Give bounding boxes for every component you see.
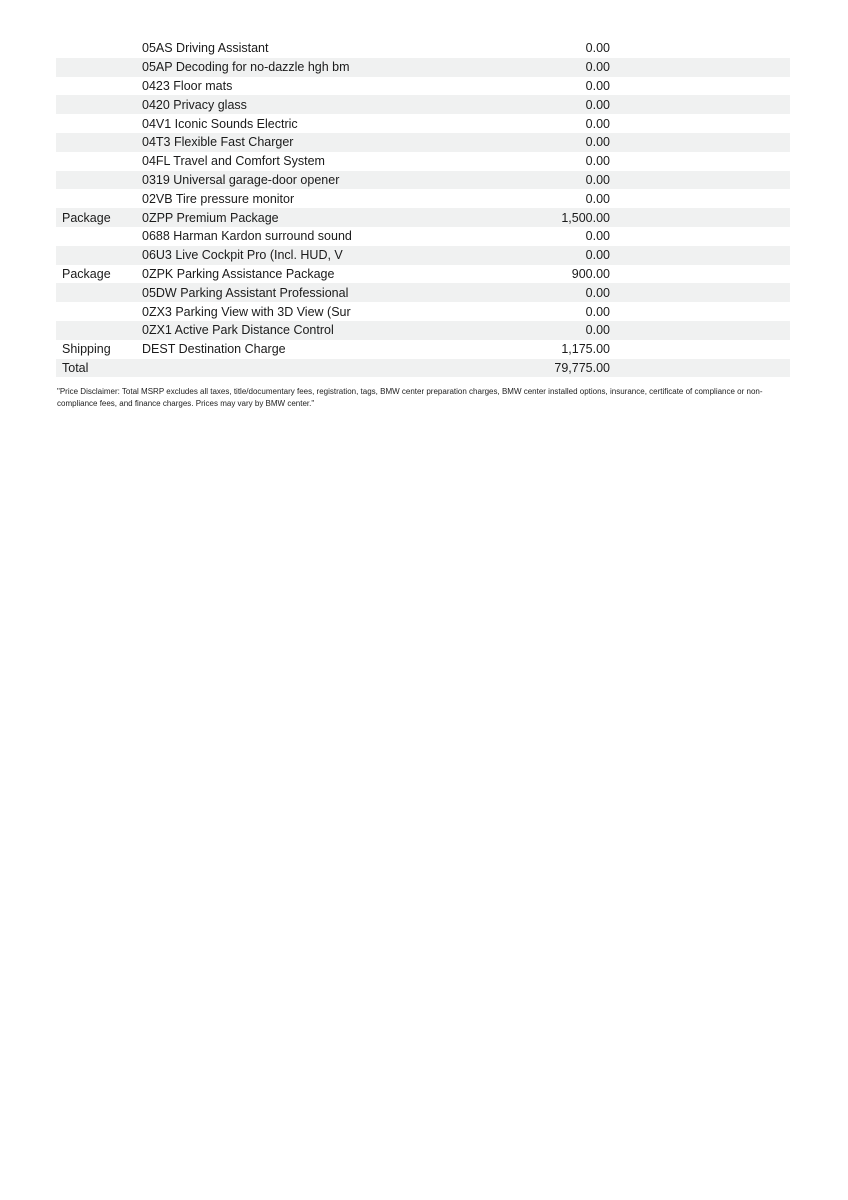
row-item-description: 0ZX3 Parking View with 3D View (Sur — [142, 304, 351, 319]
row-item-description: DEST Destination Charge — [142, 342, 286, 357]
row-price: 0.00 — [585, 116, 610, 131]
row-category: Package — [62, 266, 111, 281]
table-row — [56, 321, 790, 340]
row-price: 79,775.00 — [554, 360, 610, 375]
row-item-description: 05AP Decoding for no-dazzle hgh bm — [142, 60, 350, 75]
row-price: 1,175.00 — [561, 342, 610, 357]
row-item-description: 0ZPK Parking Assistance Package — [142, 266, 335, 281]
row-item-description: 0420 Privacy glass — [142, 97, 247, 112]
table-row — [56, 95, 790, 114]
table-row — [56, 340, 790, 359]
row-price: 0.00 — [585, 229, 610, 244]
row-price: 0.00 — [585, 78, 610, 93]
row-item-description: 0ZPP Premium Package — [142, 210, 279, 225]
table-row — [56, 171, 790, 190]
row-price: 1,500.00 — [561, 210, 610, 225]
row-item-description: 0423 Floor mats — [142, 78, 233, 93]
row-item-description: 06U3 Live Cockpit Pro (Incl. HUD, V — [142, 248, 343, 263]
row-item-description: 02VB Tire pressure monitor — [142, 191, 295, 206]
row-price: 0.00 — [585, 154, 610, 169]
row-price: 0.00 — [585, 248, 610, 263]
row-price: 0.00 — [585, 60, 610, 75]
table-row — [56, 359, 790, 378]
row-category: Shipping — [62, 342, 111, 357]
table-row — [56, 114, 790, 133]
table-row — [56, 246, 790, 265]
row-price: 0.00 — [585, 304, 610, 319]
options-price-table — [56, 39, 790, 377]
table-row — [56, 152, 790, 171]
row-item-description: 04FL Travel and Comfort System — [142, 154, 325, 169]
row-price: 0.00 — [585, 285, 610, 300]
table-row — [56, 265, 790, 284]
row-price: 0.00 — [585, 323, 610, 338]
row-item-description: 04V1 Iconic Sounds Electric — [142, 116, 298, 131]
row-price: 0.00 — [585, 172, 610, 187]
table-row — [56, 283, 790, 302]
row-item-description: 0319 Universal garage-door opener — [142, 172, 340, 187]
row-category: Package — [62, 210, 111, 225]
row-item-description: 05AS Driving Assistant — [142, 41, 269, 56]
row-category: Total — [62, 360, 89, 375]
row-item-description: 0ZX1 Active Park Distance Control — [142, 323, 334, 338]
row-price: 0.00 — [585, 135, 610, 150]
row-price: 0.00 — [585, 191, 610, 206]
row-item-description: 05DW Parking Assistant Professional — [142, 285, 349, 300]
table-row — [56, 302, 790, 321]
price-disclaimer: "Price Disclaimer: Total MSRP excludes all taxes, title/documentary fees, registration, tags, BMW center preparation charges, BMW center installed options, insurance, certificate of compliance or non-compliance fees, and finance charges. Prices may vary by BMW center." — [57, 387, 763, 408]
row-price: 0.00 — [585, 97, 610, 112]
table-row — [56, 189, 790, 208]
table-row — [56, 227, 790, 246]
table-row — [56, 133, 790, 152]
row-item-description: 0688 Harman Kardon surround sound — [142, 229, 352, 244]
row-price: 900.00 — [571, 266, 610, 281]
table-row — [56, 39, 790, 58]
table-row — [56, 58, 790, 77]
row-item-description: 04T3 Flexible Fast Charger — [142, 135, 294, 150]
table-row — [56, 208, 790, 227]
row-price: 0.00 — [585, 41, 610, 56]
table-row — [56, 77, 790, 96]
